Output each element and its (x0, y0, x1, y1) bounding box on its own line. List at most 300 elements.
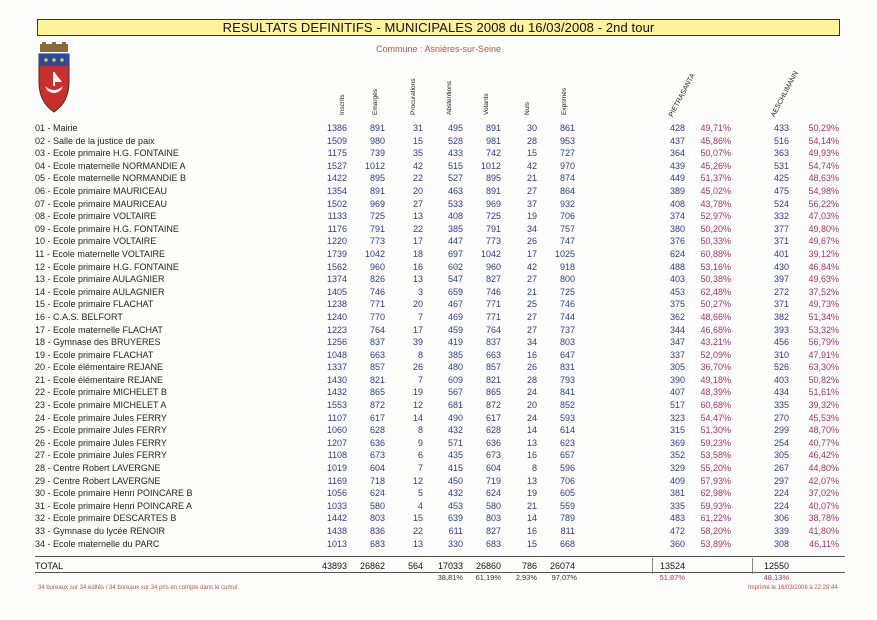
cell-inscrits: 1223 (326, 324, 347, 335)
cell-candidate-2-pct: 51,61% (808, 387, 839, 398)
cell-candidate-2-votes: 254 (773, 437, 789, 448)
cell-exprimes: 647 (559, 349, 575, 360)
cell-abstentions: 385 (447, 223, 463, 234)
cell-inscrits: 1386 (326, 123, 347, 133)
cell-emarges: 837 (369, 337, 385, 348)
cell-exprimes: 874 (559, 173, 575, 184)
cell-candidate-2-pct: 40,77% (808, 437, 839, 448)
cell-abstentions: 432 (447, 425, 463, 436)
cell-votants: 857 (485, 362, 501, 373)
cell-inscrits: 1432 (326, 387, 347, 398)
table-row (35, 374, 845, 387)
cell-votants: 791 (485, 223, 501, 234)
cell-votants: 891 (485, 185, 501, 196)
cell-abstentions: 459 (447, 324, 463, 335)
footer-print-date: Imprimé le 16/03/2008 à 22:28:44 (748, 585, 838, 591)
cell-candidate-2-pct: 37,02% (808, 488, 839, 499)
col-header-procurations: Procurations (410, 78, 417, 115)
cell-nuls: 30 (526, 123, 537, 133)
cell-abstentions: 415 (447, 463, 463, 474)
cell-votants: 673 (485, 450, 501, 461)
cell-candidate-2-votes: 516 (773, 135, 789, 146)
cell-procurations: 22 (412, 526, 423, 536)
table-row (35, 298, 845, 311)
bureau-name: 22 - Ecole primaire MICHELET B (35, 387, 167, 398)
cell-nuls: 8 (531, 463, 537, 474)
cell-votants: 969 (485, 198, 501, 209)
cell-candidate-1-votes: 337 (669, 349, 685, 360)
cell-exprimes: 803 (559, 337, 575, 348)
cell-procurations: 7 (417, 311, 423, 322)
city-coat-of-arms-icon (36, 42, 72, 114)
cell-candidate-1-pct: 60,88% (700, 248, 731, 259)
cell-procurations: 16 (412, 261, 423, 272)
cell-candidate-1-pct: 51,37% (700, 173, 731, 184)
cell-exprimes: 864 (559, 185, 575, 196)
cell-inscrits: 1256 (326, 337, 347, 348)
cell-exprimes: 725 (559, 286, 575, 297)
cell-procurations: 39 (412, 337, 423, 348)
cell-nuls: 42 (526, 160, 537, 171)
cell-candidate-1-votes: 380 (669, 223, 685, 234)
table-row (35, 399, 845, 412)
cell-votants: 981 (485, 135, 501, 146)
cell-emarges: 1012 (364, 160, 385, 171)
cell-candidate-2-votes: 332 (773, 211, 789, 222)
table-row (35, 475, 845, 488)
cell-candidate-2-votes: 526 (773, 362, 789, 373)
cell-nuls: 27 (526, 324, 537, 335)
cell-nuls: 34 (526, 337, 537, 348)
cell-candidate-2-pct: 49,80% (808, 223, 839, 234)
total-procurations: 564 (407, 561, 423, 571)
cell-candidate-2-pct: 54,74% (808, 160, 839, 171)
cell-candidate-1-votes: 408 (669, 198, 685, 209)
cell-nuls: 15 (526, 148, 537, 159)
bureau-name: 23 - Ecole primaire MICHELET A (35, 400, 167, 411)
cell-nuls: 24 (526, 387, 537, 398)
cell-votants: 742 (485, 148, 501, 159)
cell-abstentions: 528 (447, 135, 463, 146)
cell-emarges: 891 (369, 123, 385, 133)
cell-candidate-1-votes: 488 (669, 261, 685, 272)
cell-candidate-1-votes: 360 (669, 538, 685, 549)
cell-inscrits: 1107 (327, 412, 347, 423)
cell-procurations: 26 (412, 362, 423, 373)
cell-exprimes: 744 (559, 311, 575, 322)
cell-emarges: 739 (369, 148, 385, 159)
cell-votants: 891 (485, 123, 501, 133)
footer-bureaux-note: 34 bureaux sur 34 édités / 34 bureaux sur 34 pris en compte dans le cumul (38, 585, 238, 591)
table-row (35, 160, 845, 173)
total-divider-top (35, 556, 845, 557)
cell-nuls: 34 (526, 223, 537, 234)
cell-procurations: 8 (417, 425, 423, 436)
cell-candidate-1-pct: 43,78% (700, 198, 731, 209)
cell-candidate-1-pct: 52,09% (700, 349, 731, 360)
bureau-name: 03 - Ecole primaire H.G. FONTAINE (35, 148, 179, 159)
cell-inscrits: 1056 (326, 488, 347, 499)
cell-candidate-2-votes: 434 (773, 387, 789, 398)
total-inscrits: 43893 (321, 561, 347, 571)
cell-exprimes: 706 (559, 475, 575, 486)
cell-inscrits: 1527 (326, 160, 347, 171)
table-row (35, 135, 845, 148)
cell-procurations: 13 (412, 274, 423, 285)
cell-candidate-2-pct: 47,03% (808, 211, 839, 222)
cell-procurations: 5 (417, 488, 423, 499)
cell-abstentions: 463 (447, 185, 463, 196)
cell-nuls: 27 (526, 311, 537, 322)
cell-abstentions: 533 (447, 198, 463, 209)
cell-nuls: 27 (526, 185, 537, 196)
cell-emarges: 663 (369, 349, 385, 360)
results-table (35, 122, 845, 550)
cell-emarges: 836 (369, 526, 385, 536)
cell-candidate-1-pct: 45,26% (700, 160, 731, 171)
cell-exprimes: 623 (559, 437, 575, 448)
cell-votants: 895 (485, 173, 501, 184)
table-row (35, 487, 845, 500)
cell-inscrits: 1553 (326, 400, 347, 411)
cell-votants: 960 (485, 261, 501, 272)
cell-candidate-2-votes: 371 (773, 299, 789, 310)
cell-exprimes: 789 (559, 513, 575, 524)
cell-abstentions: 495 (447, 123, 463, 133)
cell-candidate-2-pct: 39,32% (808, 400, 839, 411)
cell-candidate-2-pct: 48,70% (808, 425, 839, 436)
total-votants: 26860 (475, 561, 501, 571)
bureau-name: 08 - Ecole primaire VOLTAIRE (35, 211, 157, 222)
cell-procurations: 19 (412, 387, 423, 398)
cell-candidate-2-votes: 397 (773, 274, 789, 285)
cell-exprimes: 706 (559, 211, 575, 222)
cell-abstentions: 527 (447, 173, 463, 184)
cell-exprimes: 970 (559, 160, 575, 171)
cell-procurations: 6 (417, 450, 423, 461)
cell-exprimes: 852 (559, 400, 575, 411)
cell-candidate-1-pct: 52,97% (700, 211, 731, 222)
cell-procurations: 35 (412, 148, 423, 159)
cell-candidate-1-votes: 624 (669, 248, 685, 259)
table-row (35, 122, 845, 135)
cell-candidate-2-pct: 46,11% (809, 538, 839, 549)
cell-candidate-1-votes: 364 (669, 148, 685, 159)
cell-candidate-1-pct: 59,23% (700, 437, 731, 448)
cell-abstentions: 453 (447, 500, 463, 511)
cell-candidate-2-votes: 363 (773, 148, 789, 159)
cell-emarges: 895 (369, 173, 385, 184)
cell-exprimes: 1025 (554, 248, 575, 259)
bureau-name: 21 - Ecole élémentaire REJANE (35, 374, 164, 385)
cell-procurations: 9 (417, 437, 423, 448)
col-header-votants: Votants (483, 93, 490, 115)
cell-candidate-1-pct: 58,20% (700, 526, 731, 536)
col-header-emarges: Emargés (372, 88, 379, 115)
cell-exprimes: 593 (559, 412, 575, 423)
table-row (35, 248, 845, 261)
cell-candidate-1-votes: 315 (669, 425, 685, 436)
cell-candidate-2-pct: 56,22% (808, 198, 839, 209)
cell-exprimes: 831 (559, 362, 575, 373)
cell-nuls: 25 (526, 299, 537, 310)
table-row (35, 525, 845, 538)
bureau-name: 31 - Ecole primaire Henri POINCARE A (35, 500, 193, 511)
bureau-name: 28 - Centre Robert LAVERGNE (35, 463, 161, 474)
bureau-name: 30 - Ecole primaire Henri POINCARE B (35, 488, 193, 499)
cell-candidate-2-pct: 54,14% (808, 135, 839, 146)
cell-candidate-1-pct: 50,38% (700, 274, 731, 285)
cell-candidate-1-votes: 352 (669, 450, 685, 461)
cell-nuls: 13 (526, 437, 537, 448)
pct-nuls: 2,93% (515, 573, 537, 582)
table-row (35, 172, 845, 185)
pct-candidate-1: 51,87% (659, 573, 685, 582)
cell-candidate-2-pct: 54,98% (808, 185, 839, 196)
cell-candidate-1-votes: 329 (669, 463, 685, 474)
table-row (35, 336, 845, 349)
bureau-name: 25 - Ecole primaire Jules FERRY (35, 425, 167, 436)
cell-votants: 1042 (480, 248, 501, 259)
cell-inscrits: 1220 (326, 236, 347, 247)
col-header-nuls: Nuls (524, 101, 531, 115)
cell-inscrits: 1240 (326, 311, 347, 322)
cell-exprimes: 727 (559, 148, 575, 159)
pct-abstentions: 38,81% (437, 573, 463, 582)
table-row (35, 500, 845, 513)
cell-candidate-1-pct: 36,70% (700, 362, 731, 373)
cell-candidate-1-votes: 347 (669, 337, 685, 348)
cell-exprimes: 596 (559, 463, 575, 474)
table-row (35, 386, 845, 399)
cell-votants: 1012 (480, 160, 501, 171)
cell-votants: 628 (485, 425, 501, 436)
cell-candidate-1-votes: 403 (669, 274, 685, 285)
cell-emarges: 1042 (364, 248, 385, 259)
cell-abstentions: 408 (447, 211, 463, 222)
cell-votants: 865 (485, 387, 501, 398)
cell-nuls: 26 (526, 236, 537, 247)
cell-procurations: 13 (412, 538, 423, 549)
bureau-name: 17 - Ecole maternelle FLACHAT (35, 324, 163, 335)
cell-candidate-1-votes: 381 (669, 488, 685, 499)
cell-abstentions: 681 (447, 400, 463, 411)
table-row (35, 412, 845, 425)
cell-candidate-2-votes: 267 (773, 463, 789, 474)
cell-exprimes: 605 (559, 488, 575, 499)
cell-candidate-2-votes: 224 (773, 488, 789, 499)
bureau-name: 10 - Ecole primaire VOLTAIRE (35, 236, 157, 247)
cell-abstentions: 385 (447, 349, 463, 360)
cell-candidate-2-votes: 310 (773, 349, 789, 360)
table-row (35, 147, 845, 160)
cell-candidate-2-votes: 308 (773, 538, 789, 549)
cell-candidate-1-pct: 51,30% (700, 425, 731, 436)
cell-candidate-2-pct: 51,34% (808, 311, 839, 322)
cell-exprimes: 657 (559, 450, 575, 461)
cell-emarges: 980 (369, 135, 385, 146)
cell-candidate-1-pct: 50,27% (700, 299, 731, 310)
cell-candidate-2-votes: 377 (773, 223, 789, 234)
cell-nuls: 21 (526, 286, 537, 297)
cell-emarges: 746 (369, 286, 385, 297)
cell-exprimes: 559 (559, 500, 575, 511)
cell-inscrits: 1354 (326, 185, 347, 196)
total-abstentions: 17033 (437, 561, 463, 571)
cell-exprimes: 668 (559, 538, 575, 549)
cell-procurations: 8 (417, 349, 423, 360)
cell-emarges: 891 (369, 185, 385, 196)
cell-emarges: 683 (369, 538, 385, 549)
bureau-name: 05 - Ecole maternelle NORMANDIE B (35, 173, 187, 184)
cell-candidate-2-pct: 53,32% (808, 324, 839, 335)
cell-candidate-2-pct: 45,53% (808, 412, 839, 423)
cell-abstentions: 659 (447, 286, 463, 297)
cell-candidate-1-pct: 62,48% (700, 286, 731, 297)
bureau-name: 07 - Ecole primaire MAURICEAU (35, 198, 168, 209)
cell-votants: 771 (485, 299, 501, 310)
total-emarges: 26862 (359, 561, 385, 571)
cell-candidate-2-votes: 456 (773, 337, 789, 348)
cell-candidate-1-votes: 453 (669, 286, 685, 297)
cell-abstentions: 515 (447, 160, 463, 171)
cell-inscrits: 1176 (327, 223, 347, 234)
cell-candidate-1-pct: 62,98% (700, 488, 731, 499)
cell-procurations: 15 (412, 513, 423, 524)
cell-votants: 636 (485, 437, 501, 448)
cell-nuls: 26 (526, 362, 537, 373)
cell-candidate-1-pct: 50,07% (700, 148, 731, 159)
table-row (35, 198, 845, 211)
cell-nuls: 17 (526, 248, 537, 259)
table-row (35, 210, 845, 223)
bureau-name: 12 - Ecole primaire H.G. FONTAINE (35, 261, 179, 272)
cell-votants: 771 (485, 311, 501, 322)
cell-candidate-2-votes: 335 (773, 400, 789, 411)
cell-votants: 764 (485, 324, 501, 335)
cell-emarges: 969 (369, 198, 385, 209)
cell-inscrits: 1060 (326, 425, 347, 436)
bureau-name: 13 - Ecole primaire AULAGNIER (35, 274, 165, 285)
cell-candidate-1-votes: 517 (669, 400, 685, 411)
cell-abstentions: 480 (447, 362, 463, 373)
cell-emarges: 636 (369, 437, 385, 448)
cell-abstentions: 435 (447, 450, 463, 461)
bureau-name: 04 - Ecole maternelle NORMANDIE A (35, 160, 186, 171)
cell-votants: 837 (485, 337, 501, 348)
cell-candidate-1-votes: 439 (669, 160, 685, 171)
cell-candidate-1-votes: 335 (669, 500, 685, 511)
cell-exprimes: 861 (559, 123, 575, 133)
cell-procurations: 18 (412, 248, 423, 259)
cell-votants: 746 (485, 286, 501, 297)
cell-candidate-1-votes: 362 (669, 311, 685, 322)
bureau-name: 14 - Ecole primaire AULAGNIER (35, 286, 165, 297)
cell-candidate-1-pct: 49,18% (700, 374, 731, 385)
cell-emarges: 770 (369, 311, 385, 322)
cell-candidate-2-pct: 49,63% (808, 274, 839, 285)
table-row (35, 361, 845, 374)
total-exprimes: 26074 (549, 561, 575, 571)
cell-emarges: 771 (369, 299, 385, 310)
cell-emarges: 673 (369, 450, 385, 461)
cell-procurations: 17 (412, 324, 423, 335)
cell-nuls: 20 (526, 400, 537, 411)
cell-inscrits: 1430 (326, 374, 347, 385)
cell-candidate-1-votes: 409 (669, 475, 685, 486)
cell-inscrits: 1048 (326, 349, 347, 360)
cell-candidate-2-votes: 272 (773, 286, 789, 297)
cell-votants: 773 (485, 236, 501, 247)
cell-candidate-1-votes: 407 (669, 387, 685, 398)
bureau-name: 27 - Ecole primaire Jules FERRY (35, 450, 167, 461)
total-candidate-1: 13524 (659, 561, 685, 571)
cell-candidate-2-votes: 339 (773, 526, 789, 536)
cell-candidate-1-pct: 55,20% (700, 463, 731, 474)
col-header-exprimes: Exprimés (561, 87, 568, 115)
cell-nuls: 16 (526, 450, 537, 461)
cell-candidate-2-pct: 41,80% (808, 526, 839, 536)
cell-candidate-1-pct: 57,93% (700, 475, 731, 486)
table-row (35, 449, 845, 462)
cell-inscrits: 1133 (327, 211, 347, 222)
cell-candidate-1-votes: 375 (669, 299, 685, 310)
candidate-header-1: PIETRASANTA (668, 72, 697, 119)
cell-procurations: 20 (412, 185, 423, 196)
cell-procurations: 42 (412, 160, 423, 171)
cell-candidate-1-votes: 428 (669, 123, 685, 133)
cell-exprimes: 793 (559, 374, 575, 385)
cell-inscrits: 1013 (326, 538, 347, 549)
bureau-name: 15 - Ecole primaire FLACHAT (35, 299, 154, 310)
cell-exprimes: 614 (559, 425, 575, 436)
cell-emarges: 617 (369, 412, 385, 423)
bureau-name: 11 - Ecole maternelle VOLTAIRE (35, 248, 166, 259)
cell-candidate-2-votes: 299 (773, 425, 789, 436)
cell-emarges: 764 (369, 324, 385, 335)
cell-candidate-1-pct: 43,21% (700, 337, 731, 348)
cell-procurations: 22 (412, 173, 423, 184)
table-row (35, 512, 845, 525)
cell-inscrits: 1442 (326, 513, 347, 524)
cell-abstentions: 602 (447, 261, 463, 272)
table-row (35, 235, 845, 248)
cell-candidate-2-pct: 49,73% (808, 299, 839, 310)
cell-candidate-1-pct: 45,86% (700, 135, 731, 146)
cell-candidate-2-pct: 37,52% (808, 286, 839, 297)
cell-emarges: 725 (369, 211, 385, 222)
cell-candidate-1-pct: 48,39% (700, 387, 731, 398)
cell-candidate-2-votes: 393 (773, 324, 789, 335)
report-title-box (37, 19, 840, 36)
cell-candidate-1-pct: 50,20% (700, 223, 731, 234)
cell-abstentions: 611 (448, 526, 463, 536)
cell-candidate-2-pct: 42,07% (808, 475, 839, 486)
cell-votants: 617 (485, 412, 501, 423)
cell-abstentions: 433 (447, 148, 463, 159)
table-row (35, 261, 845, 274)
cell-candidate-1-votes: 374 (669, 211, 685, 222)
bureau-name: 29 - Centre Robert LAVERGNE (35, 475, 161, 486)
cell-candidate-2-pct: 39,12% (808, 248, 839, 259)
cell-nuls: 21 (526, 500, 537, 511)
cell-votants: 827 (485, 274, 501, 285)
cell-votants: 624 (485, 488, 501, 499)
cell-exprimes: 811 (560, 526, 575, 536)
cell-candidate-2-pct: 40,07% (808, 500, 839, 511)
total-row (35, 560, 845, 572)
cell-procurations: 13 (412, 211, 423, 222)
